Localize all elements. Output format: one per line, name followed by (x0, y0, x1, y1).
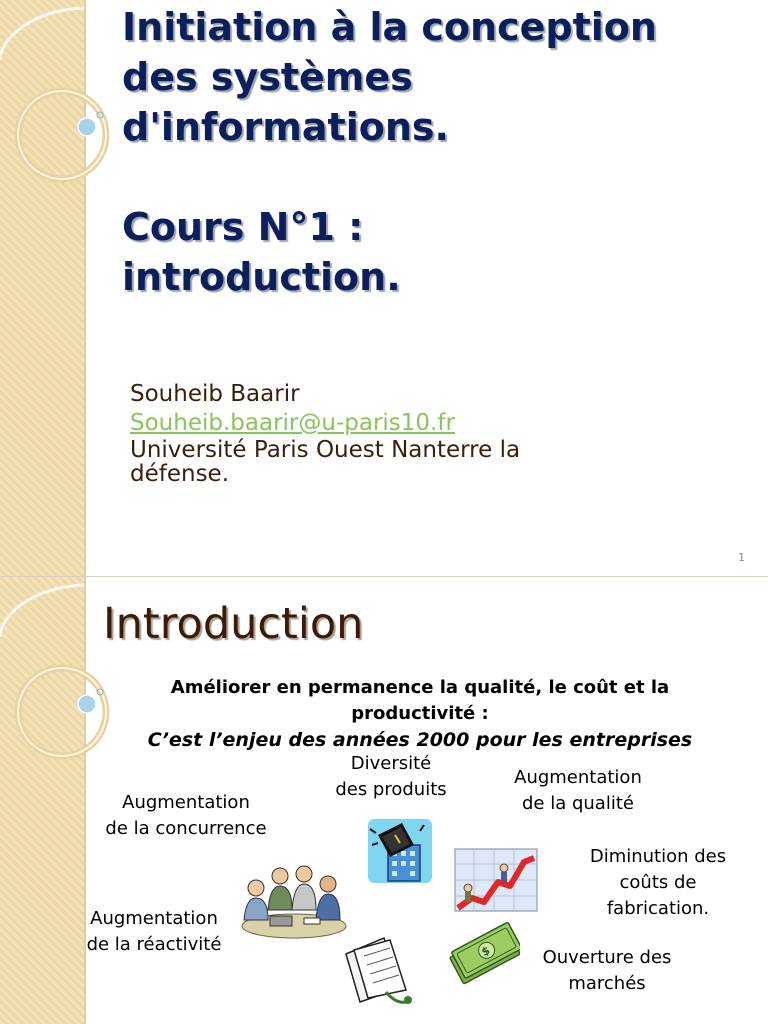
title-line: Initiation à la conception (122, 5, 657, 49)
money-icon (448, 921, 520, 987)
page-number: 1 (738, 551, 745, 564)
label-diversite: Diversité des produits (335, 753, 447, 800)
decorative-rings-icon (0, 0, 110, 200)
label-couts: Diminution des coûts de fabrication. (589, 846, 727, 919)
slide-title (122, 2, 742, 302)
title-line: d'informations. (122, 105, 449, 149)
label-qualite: Augmentation de la qualité (514, 767, 642, 814)
decorative-rings-icon (0, 577, 110, 777)
lead-text-line: Améliorer en permanence la qualité, le coût et la (170, 677, 670, 698)
label-reactivite: Augmentation de la réactivité (86, 908, 222, 955)
business-meeting-icon (234, 862, 350, 944)
affiliation-line: défense. (130, 461, 230, 487)
introduction-slide (0, 577, 768, 1024)
growth-chart-icon (454, 848, 538, 912)
author-email-link[interactable]: Souheib.baarir@u-paris10.fr (130, 410, 455, 436)
papers-icon (340, 932, 420, 1008)
affiliation-line: Université Paris Ouest Nanterre la (130, 437, 521, 463)
subtitle-line: Cours N°1 : (122, 205, 364, 249)
author-block (130, 380, 730, 486)
title-line: des systèmes (122, 55, 413, 99)
svg-text:$: $ (479, 943, 493, 959)
lead-text-line: productivité : (351, 703, 489, 724)
label-marches: Ouverture des marchés (542, 947, 672, 994)
subtitle-line: introduction. (122, 255, 401, 299)
label-concurrence: Augmentation de la concurrence (105, 792, 267, 839)
slide-title: Introduction (103, 599, 364, 649)
author-name: Souheib Baarir (130, 381, 300, 407)
laptop-building-icon (364, 815, 436, 887)
lead-text-emphasis: C’est l’enjeu des années 2000 pour les entreprises (147, 729, 693, 751)
